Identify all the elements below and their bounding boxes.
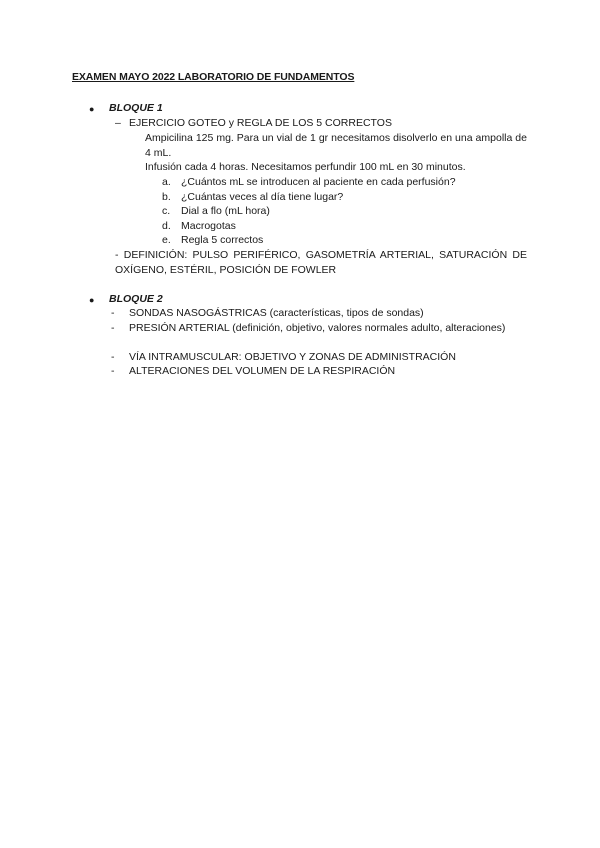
question-marker: d.	[162, 220, 171, 232]
paragraph-infusion: Infusión cada 4 horas. Necesitamos perfundir 100 mL en 30 minutos.	[145, 161, 466, 173]
question-item: Dial a flo (mL hora)	[181, 205, 270, 217]
question-marker: c.	[162, 205, 171, 217]
question-item: ¿Cuántos mL se introducen al paciente en cada perfusión?	[181, 176, 456, 188]
bullet-bloque-2: ●	[89, 295, 95, 305]
list-item: PRESIÓN ARTERIAL (definición, objetivo, valores normales adulto, alteraciones)	[129, 322, 506, 334]
list-item: VÍA INTRAMUSCULAR: OBJETIVO Y ZONAS DE ADMINISTRACIÓN	[129, 351, 456, 363]
definition-line: - DEFINICIÓN: PULSO PERIFÉRICO, GASOMETRÍA ARTERIAL, SATURACIÓN DE OXÍGENO, ESTÉRIL, POSICIÓN DE FOWLER	[115, 249, 527, 276]
list-item: SONDAS NASOGÁSTRICAS (características, tipos de sondas)	[129, 307, 424, 319]
item-dash: –	[115, 117, 121, 129]
paragraph-ampicilina: Ampicilina 125 mg. Para un vial de 1 gr necesitamos disolverlo en una ampolla de 4 mL.	[145, 132, 527, 159]
question-item: Macrogotas	[181, 220, 236, 232]
ejercicio-goteo-title: EJERCICIO GOTEO y REGLA DE LOS 5 CORRECTOS	[129, 117, 392, 129]
question-marker: a.	[162, 176, 171, 188]
bloque-2-heading: BLOQUE 2	[109, 293, 163, 305]
list-dash: -	[111, 322, 115, 334]
question-item: Regla 5 correctos	[181, 234, 264, 246]
bullet-bloque-1: ●	[89, 104, 95, 114]
list-dash: -	[111, 351, 115, 363]
bloque-1-heading: BLOQUE 1	[109, 102, 163, 114]
question-item: ¿Cuántas veces al día tiene lugar?	[181, 191, 344, 203]
list-item: ALTERACIONES DEL VOLUMEN DE LA RESPIRACIÓN	[129, 365, 396, 377]
list-dash: -	[111, 307, 115, 319]
question-marker: e.	[162, 234, 171, 246]
list-dash: -	[111, 365, 115, 377]
question-marker: b.	[162, 191, 171, 203]
page-title: EXAMEN MAYO 2022 LABORATORIO DE FUNDAMENTOS	[72, 71, 355, 83]
